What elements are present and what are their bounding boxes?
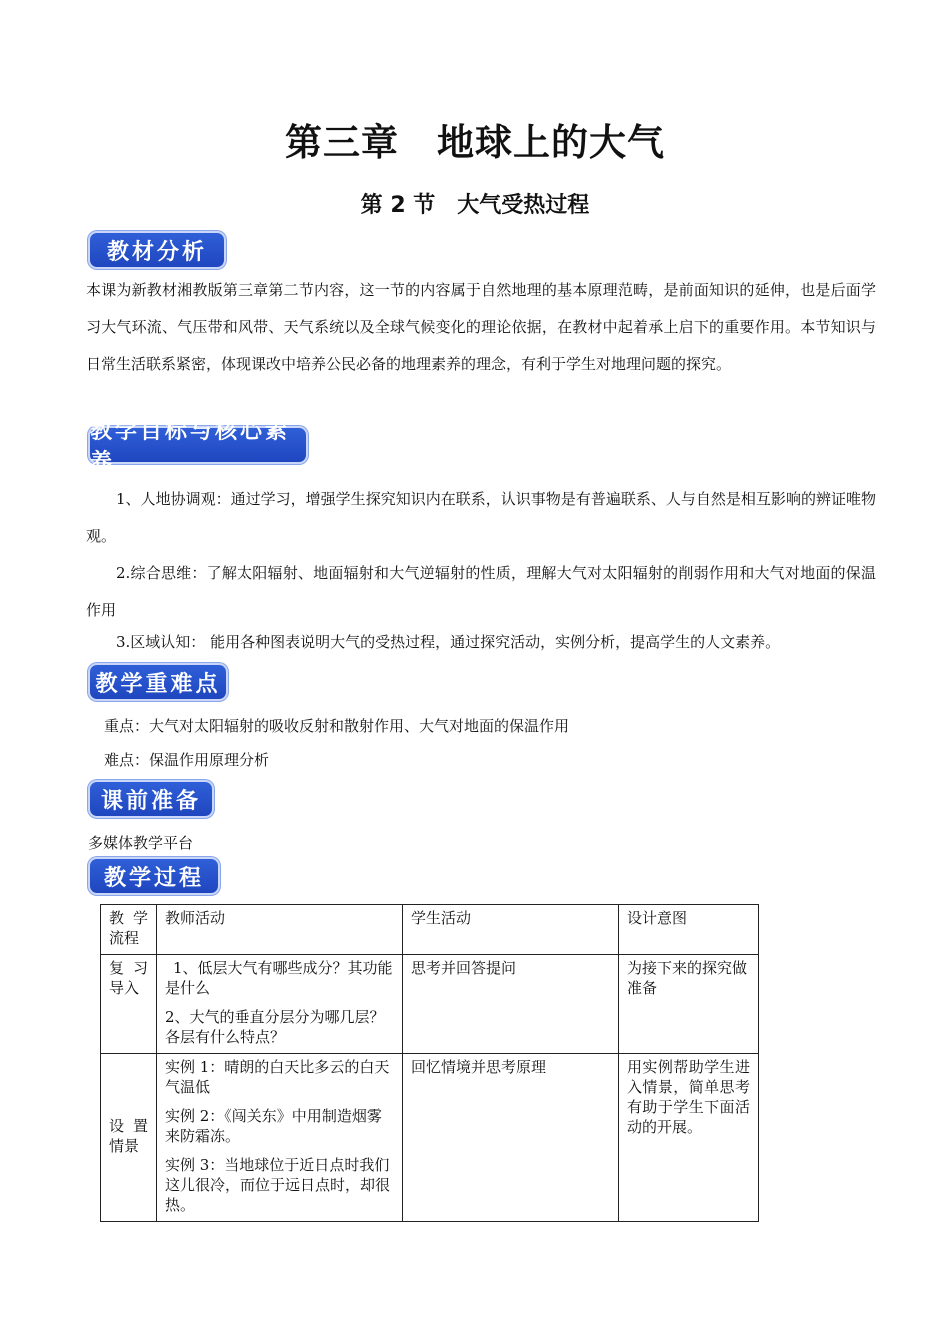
row-intent: 用实例帮助学生进入情景，简单思考有助于学生下面活动的开展。 — [619, 1054, 759, 1222]
section-title: 第 2 节 大气受热过程 — [360, 193, 590, 218]
header-intent: 设计意图 — [619, 905, 759, 955]
header-student: 学生活动 — [403, 905, 619, 955]
teacher-item: 实例 1：晴朗的白天比多云的白天气温低 — [165, 1058, 390, 1096]
badge-objectives: 教学目标与核心素养 — [90, 428, 306, 462]
objective-1: 1、人地协调观：通过学习，增强学生探究知识内在联系，认识事物是有普遍联系、人与自然是相互影响的辨证唯物观。 — [86, 490, 876, 545]
header-teacher: 教师活动 — [157, 905, 403, 955]
teacher-item: 1、低层大气有哪些成分？其功能是什么 — [165, 959, 393, 997]
objective-3: 3.区域认知： 能用各种图表说明大气的受热过程，通过探究活动，实例分析，提高学生的人文素养。 — [116, 633, 781, 651]
row-flow: 复习导入 — [101, 955, 157, 1054]
preparation-text: 多媒体教学平台 — [88, 834, 194, 852]
material-analysis-text: 本课为新教材湘教版第三章第二节内容，这一节的内容属于自然地理的基本原理范畴，是前面知识的延伸，也是后面学习大气环流、气压带和风带、天气系统以及全球气候变化的理论依据，在教材中起着承上启下的重要作用。本节知识与日常生活联系紧密，体现课改中培养公民必备的地理素养的理念，有利于学生对地理问题的探究。 — [86, 281, 876, 373]
row-student: 回忆情境并思考原理 — [403, 1054, 619, 1222]
table-row — [101, 955, 759, 1054]
row-intent: 为接下来的探究做准备 — [619, 955, 759, 1054]
row-teacher — [157, 1054, 403, 1222]
table-header-row — [101, 905, 759, 955]
process-table — [100, 904, 759, 1222]
objective-2: 2.综合思维：了解太阳辐射、地面辐射和大气逆辐射的性质，理解大气对太阳辐射的削弱作用和大气对地面的保温作用 — [86, 564, 876, 619]
row-flow: 设置情景 — [101, 1054, 157, 1222]
chapter-title: 第三章 地球上的大气 — [285, 121, 665, 164]
difficult-point: 难点：保温作用原理分析 — [104, 751, 270, 769]
table-row — [101, 1054, 759, 1222]
teacher-item: 实例 3：当地球位于近日点时我们这儿很冷，而位于远日点时，却很热。 — [165, 1156, 391, 1214]
header-flow: 教学流程 — [101, 905, 157, 955]
teacher-item: 2、大气的垂直分层分为哪几层？各层有什么特点？ — [165, 1008, 385, 1046]
key-point: 重点：大气对太阳辐射的吸收反射和散射作用、大气对地面的保温作用 — [104, 717, 570, 735]
badge-process: 教学过程 — [90, 859, 218, 893]
badge-key-difficult: 教学重难点 — [90, 665, 226, 699]
badge-material-analysis: 教材分析 — [90, 233, 224, 267]
row-teacher — [157, 955, 403, 1054]
teacher-item: 实例 2：《闯关东》中用制造烟雾来防霜冻。 — [165, 1107, 382, 1145]
badge-preparation: 课前准备 — [90, 782, 212, 816]
row-student: 思考并回答提问 — [403, 955, 619, 1054]
